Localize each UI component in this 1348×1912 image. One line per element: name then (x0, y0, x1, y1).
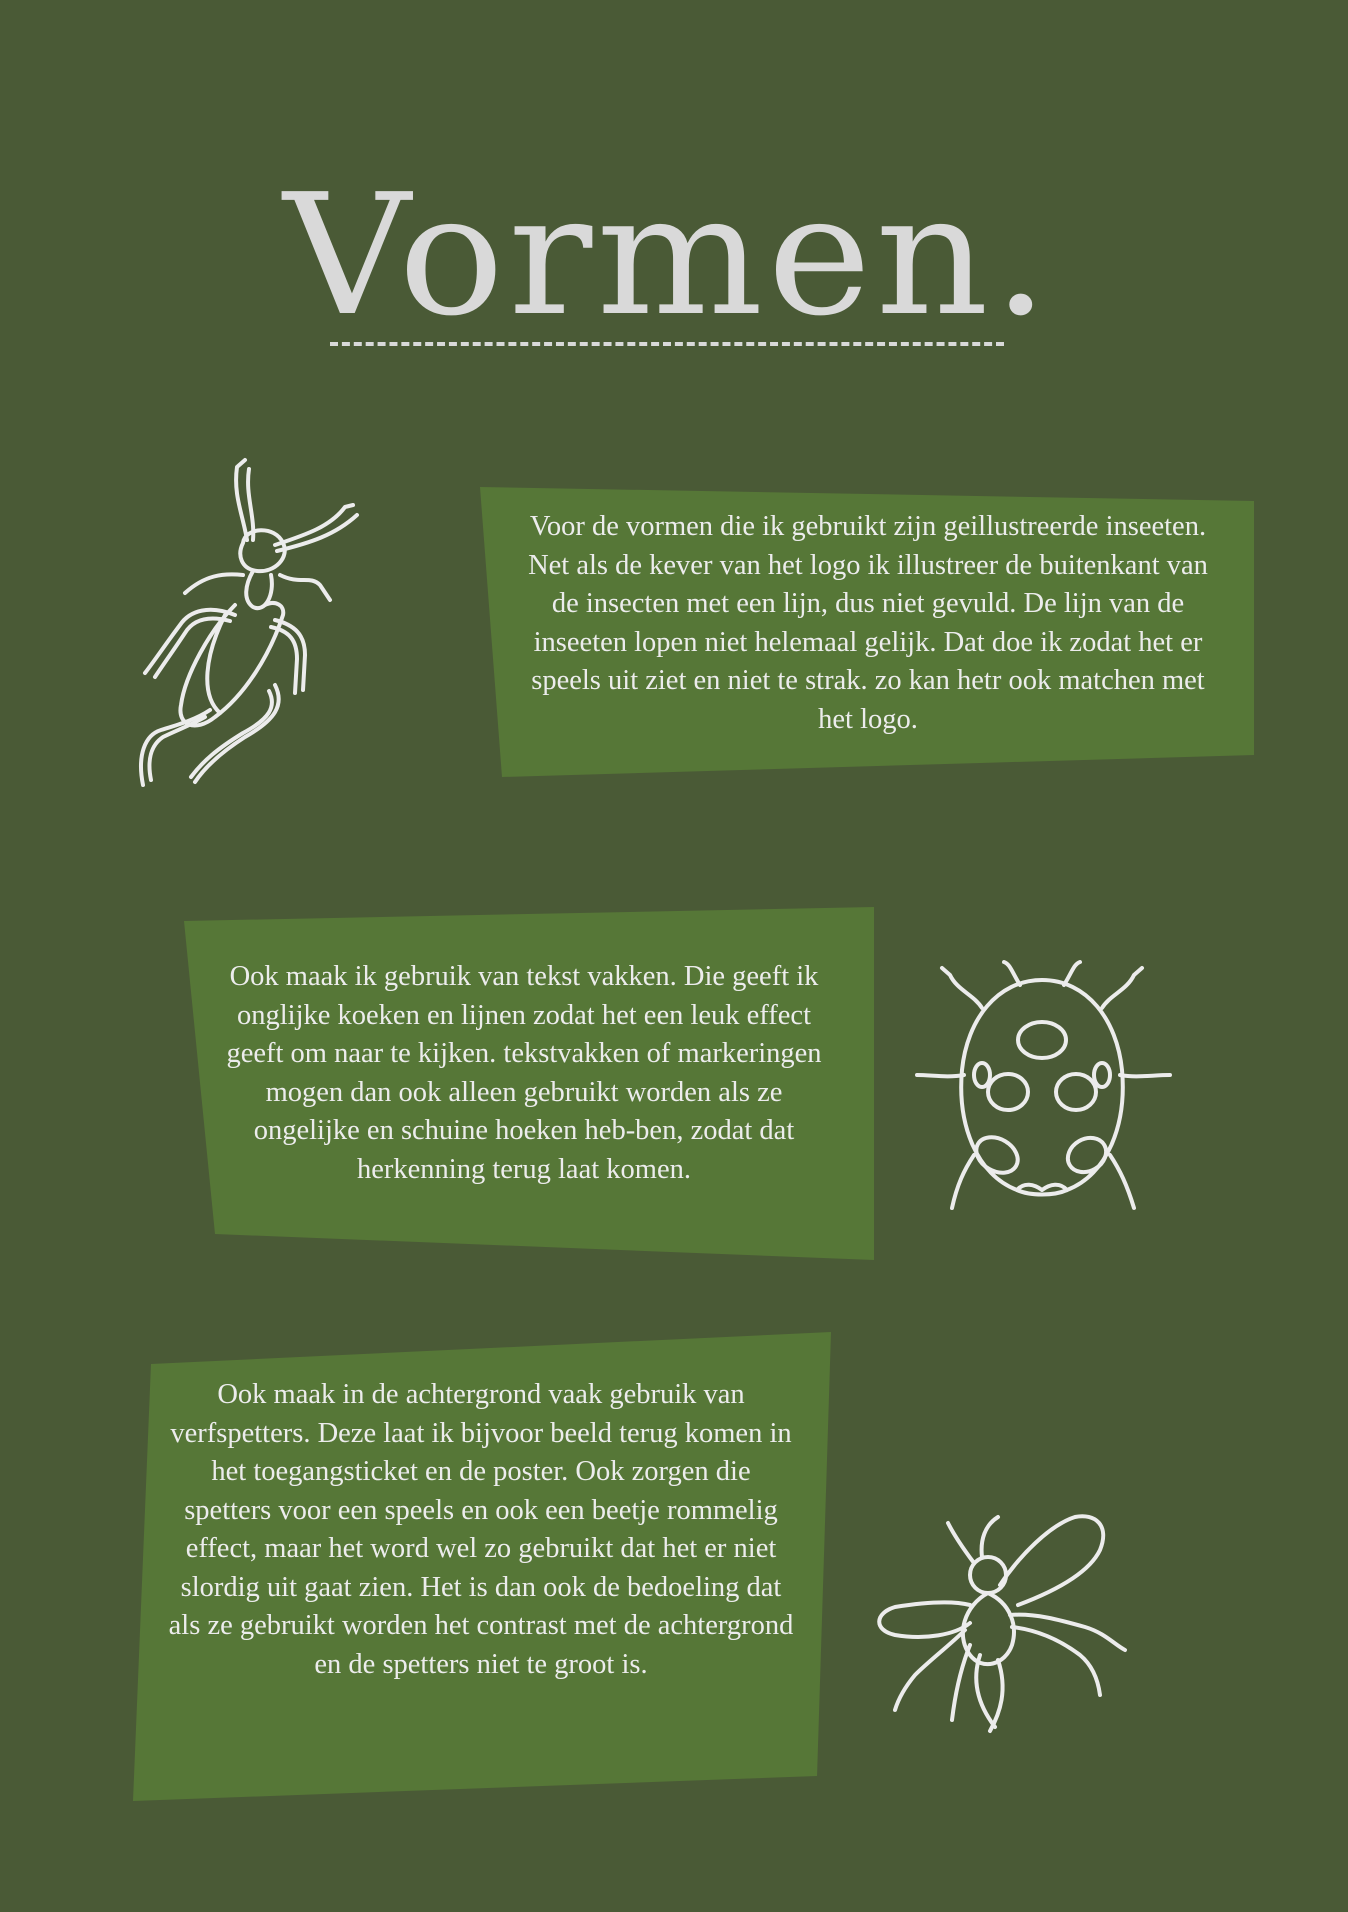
page-title: Vormen. (283, 158, 1053, 353)
beetle-icon (125, 455, 365, 790)
panel-3-text: Ook maak in de achtergrond vaak gebruik van verfspetters. Deze laat ik bijvoor beeld terug komen in het toegangsticket en de poster. Ook zorgen die spetters voor een speels en ook een beetje rommelig effect, maar het word wel zo gebruikt dat het er niet slordig uit gaat zien. Het is dan ook de bedoeling dat als ze gebruikt worden het contrast met de achtergrond en de spetters niet te groot is. (168, 1379, 794, 1680)
bee-icon (870, 1495, 1135, 1740)
title-dashed-underline (330, 342, 1004, 346)
panel-2-text: Ook maak ik gebruik van tekst vakken. Die geeft ik onglijke koeken en lijnen zodat het een leuk effect geeft om naar te kijken. tekstvakken of markeringen mogen dan ook alleen gebruikt worden als ze ongelijke en schuine hoeken heb-ben, zodat dat herkenning terug laat komen. (226, 961, 822, 1185)
panel-1-text: Voor de vormen die ik gebruikt zijn geillustreerde inseeten. Net als de kever van het logo ik illustreer de buitenkant van de insecten met een lijn, dus niet gevuld. De lijn van de inseeten lopen niet helemaal gelijk. Dat doe ik zodat het er speels uit ziet en niet te strak. zo kan hetr ook matchen met het logo. (528, 511, 1208, 735)
ladybug-icon (912, 950, 1172, 1225)
